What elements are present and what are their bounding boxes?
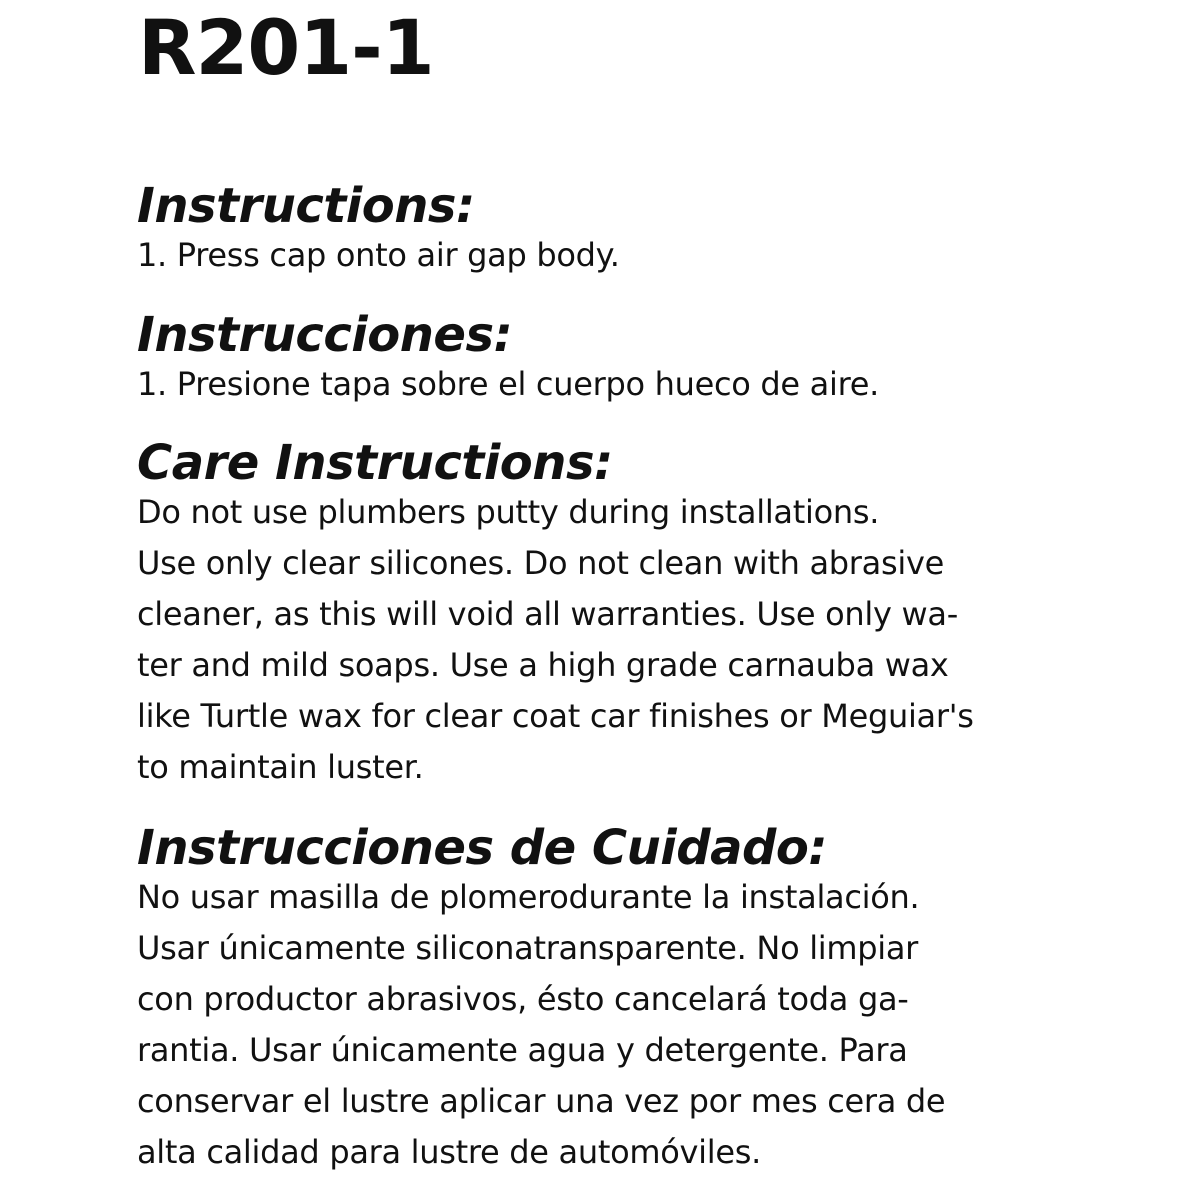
care-line: ter and mild soaps. Use a high grade carnauba wax: [137, 646, 949, 684]
care-line: Do not use plumbers putty during installations.: [137, 493, 880, 531]
instrucciones-heading: Instrucciones:: [137, 307, 513, 363]
instructions-english: [137, 176, 1137, 281]
care-line: like Turtle wax for clear coat car finishes or Meguiar's: [137, 697, 974, 735]
care-line: Usar únicamente siliconatransparente. No limpiar: [137, 929, 919, 967]
instructions-heading: Instructions:: [137, 178, 475, 234]
care-line: to maintain luster.: [137, 748, 424, 786]
model-number: R201-1: [138, 3, 434, 92]
instrucciones-cuidado-body: [137, 872, 1137, 1178]
care-line: rantia. Usar únicamente agua y detergente. Para: [137, 1031, 908, 1069]
care-instructions-heading: Care Instructions:: [137, 435, 613, 491]
care-line: alta calidad para lustre de automóviles.: [137, 1133, 761, 1171]
instructions-body: [137, 230, 1137, 281]
care-instructions-body: [137, 487, 1137, 793]
instructions-spanish: [137, 305, 1137, 410]
care-instructions-spanish: [137, 818, 1137, 1178]
instrucciones-body: [137, 359, 1137, 410]
care-line: con productor abrasivos, ésto cancelará toda ga-: [137, 980, 909, 1018]
instrucciones-cuidado-heading: Instrucciones de Cuidado:: [137, 820, 827, 876]
care-line: No usar masilla de plomerodurante la instalación.: [137, 878, 920, 916]
care-line: Use only clear silicones. Do not clean with abrasive: [137, 544, 944, 582]
instruction-line: 1. Presione tapa sobre el cuerpo hueco de aire.: [137, 365, 879, 403]
care-line: cleaner, as this will void all warranties. Use only wa-: [137, 595, 958, 633]
instruction-line: 1. Press cap onto air gap body.: [137, 236, 620, 274]
care-instructions-english: [137, 433, 1137, 793]
care-line: conservar el lustre aplicar una vez por mes cera de: [137, 1082, 946, 1120]
